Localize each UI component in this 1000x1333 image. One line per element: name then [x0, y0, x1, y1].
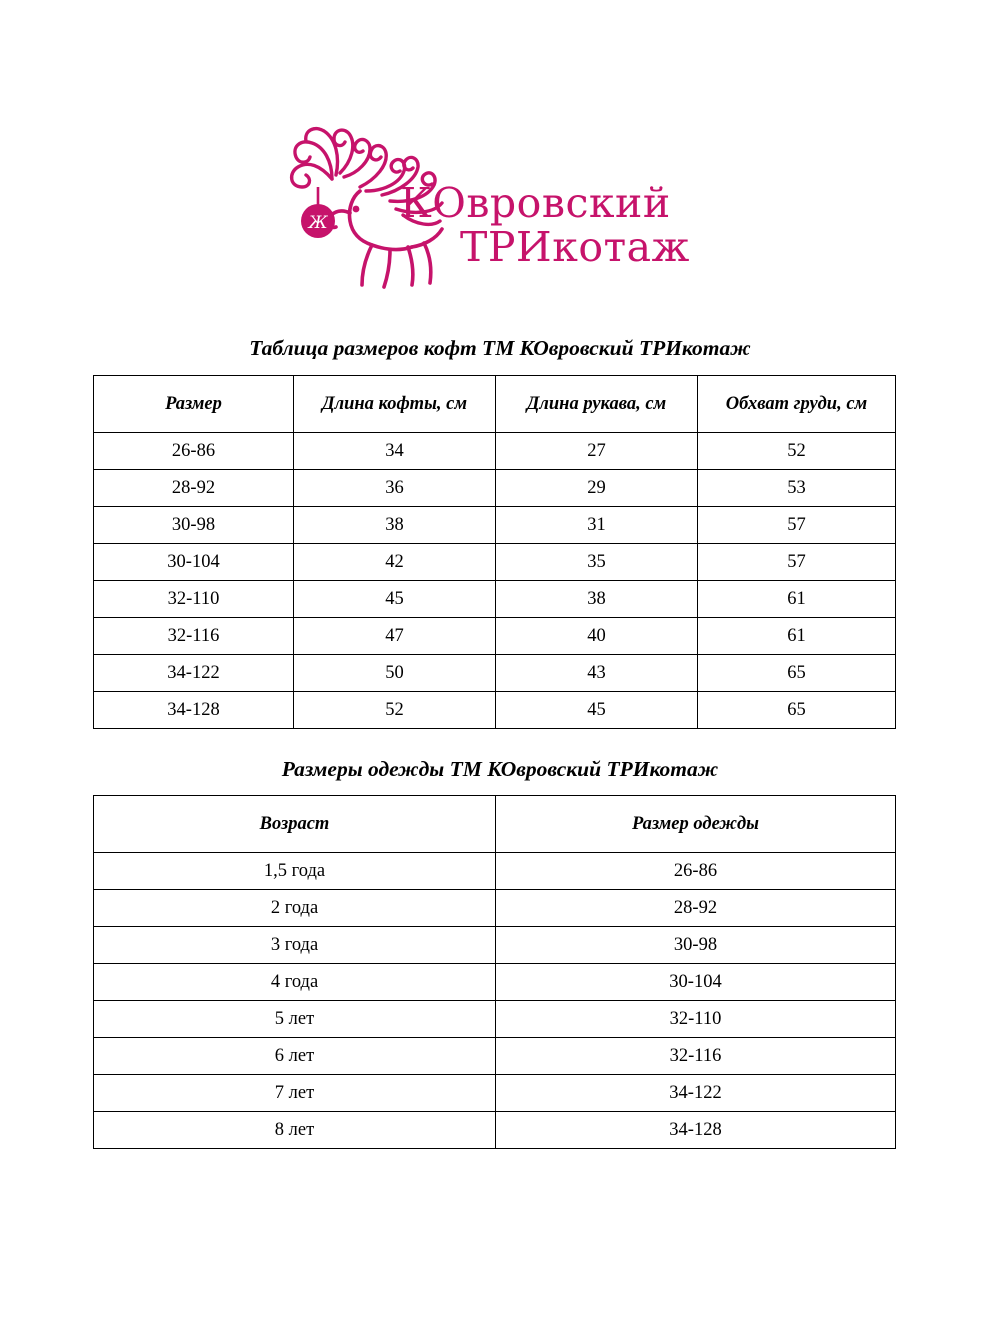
table-row: [94, 692, 896, 729]
column-header: Длина рукава, см: [496, 376, 698, 433]
cell: 52: [698, 433, 896, 470]
cell: 34-128: [496, 1112, 896, 1149]
cell: 32-110: [94, 581, 294, 618]
table-row: [94, 507, 896, 544]
table-row: [94, 1001, 896, 1038]
sweater-size-table: [93, 375, 896, 729]
table-1-title: Таблица размеров кофт ТМ КОвровский ТРИкотаж: [249, 336, 751, 360]
cell: 30-104: [94, 544, 294, 581]
brand-logo: [0, 112, 1000, 312]
brand-line-2: ТРИкотаж: [460, 223, 690, 271]
cell: 34: [294, 433, 496, 470]
table-row: [94, 470, 896, 507]
cell: 6 лет: [94, 1038, 496, 1075]
table-row: [94, 581, 896, 618]
cell: 5 лет: [94, 1001, 496, 1038]
column-header: Размер: [94, 376, 294, 433]
column-header: Длина кофты, см: [294, 376, 496, 433]
cell: 26-86: [496, 853, 896, 890]
cell: 32-116: [94, 618, 294, 655]
cell: 53: [698, 470, 896, 507]
cell: 61: [698, 581, 896, 618]
table-header-row: [94, 796, 896, 853]
cell: 35: [496, 544, 698, 581]
cell: 30-104: [496, 964, 896, 1001]
cell: 29: [496, 470, 698, 507]
cell: 36: [294, 470, 496, 507]
cell: 34-128: [94, 692, 294, 729]
table-row: [94, 1112, 896, 1149]
cell: 31: [496, 507, 698, 544]
table-row: [94, 890, 896, 927]
cell: 40: [496, 618, 698, 655]
table-row: [94, 927, 896, 964]
table-header-row: [94, 376, 896, 433]
cell: 27: [496, 433, 698, 470]
cell: 57: [698, 507, 896, 544]
cell: 2 года: [94, 890, 496, 927]
column-header: Обхват груди, см: [698, 376, 896, 433]
brand-wordmark: [400, 179, 760, 289]
cell: 32-116: [496, 1038, 896, 1075]
table-row: [94, 544, 896, 581]
age-to-size-table: [93, 795, 896, 1149]
table-row: [94, 1075, 896, 1112]
cell: 47: [294, 618, 496, 655]
table-row: [94, 655, 896, 692]
column-header: Возраст: [94, 796, 496, 853]
cell: 34-122: [94, 655, 294, 692]
cell: 30-98: [94, 507, 294, 544]
cell: 65: [698, 692, 896, 729]
cell: 38: [294, 507, 496, 544]
brand-line-1: КОвровский: [400, 179, 671, 227]
svg-text:Ж: Ж: [308, 213, 328, 233]
cell: 38: [496, 581, 698, 618]
table-row: [94, 853, 896, 890]
table-row: [94, 964, 896, 1001]
cell: 8 лет: [94, 1112, 496, 1149]
table-2-title: Размеры одежды ТМ КОвровский ТРИкотаж: [281, 757, 719, 781]
cell: 26-86: [94, 433, 294, 470]
cell: 42: [294, 544, 496, 581]
cell: 61: [698, 618, 896, 655]
cell: 32-110: [496, 1001, 896, 1038]
cell: 3 года: [94, 927, 496, 964]
cell: 30-98: [496, 927, 896, 964]
cell: 65: [698, 655, 896, 692]
table-row: [94, 618, 896, 655]
cell: 50: [294, 655, 496, 692]
cell: 28-92: [496, 890, 896, 927]
cell: 43: [496, 655, 698, 692]
table-row: [94, 1038, 896, 1075]
table-row: [94, 433, 896, 470]
cell: 45: [294, 581, 496, 618]
cell: 52: [294, 692, 496, 729]
cell: 57: [698, 544, 896, 581]
cell: 7 лет: [94, 1075, 496, 1112]
cell: 1,5 года: [94, 853, 496, 890]
cell: 4 года: [94, 964, 496, 1001]
cell: 28-92: [94, 470, 294, 507]
cell: 45: [496, 692, 698, 729]
cell: 34-122: [496, 1075, 896, 1112]
column-header: Размер одежды: [496, 796, 896, 853]
